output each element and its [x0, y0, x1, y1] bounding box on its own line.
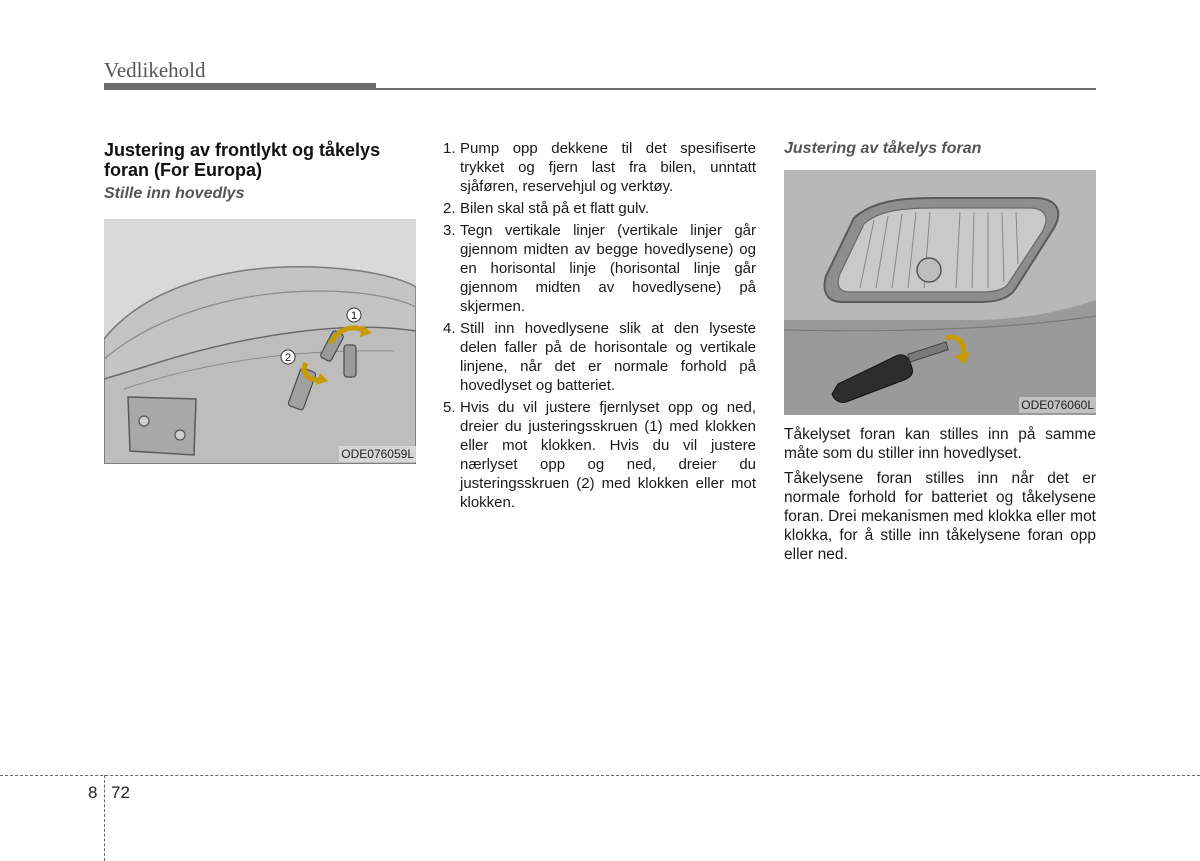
section-subtitle: Stille inn hovedlys [104, 185, 245, 202]
figure-code: ODE076059L [341, 447, 414, 461]
column-middle [443, 139, 756, 515]
step-text: Bilen skal stå på et flatt gulv. [460, 200, 649, 217]
foglight-paragraph-2: Tåkelysene foran stilles inn når det er normale forhold for batteriet og tåkelysene foran. Drei mekanismen med klokka eller mot klokka, for å stille inn tåkelysene foran opp eller ned. [784, 470, 1096, 563]
callout-2: 2 [284, 352, 292, 364]
headlamp-illustration [104, 219, 416, 464]
foglight-drawing [784, 170, 1096, 415]
step-text: Hvis du vil justere fjernlyset opp og ned, dreier du justeringsskruen (1) med klokken eller mot klokken. Hvis du vil justere nærlyset opp og ned, dreier du justeringsskruen (2) med klokken eller mot klokken. [460, 399, 756, 511]
step-number: 4. [443, 320, 456, 337]
header-rule-thin [376, 88, 1096, 90]
column-left [104, 140, 416, 464]
foglight-paragraph-1: Tåkelyset foran kan stilles inn på samme måte som du stiller inn hovedlyset. [784, 426, 1096, 462]
section-title: Justering av frontlykt og tåkelys foran (For Europa) [104, 140, 381, 180]
step-number: 2. [443, 200, 456, 217]
step-number: 1. [443, 140, 456, 157]
chapter-number: 8 [88, 783, 98, 802]
list-item [443, 319, 756, 395]
list-item [443, 398, 756, 512]
headlamp-drawing [104, 219, 416, 464]
step-text: Pump opp dekkene til det spesifiserte trykket og fjern last fra bilen, unntatt sjåføren, reservehjul og verktøy. [460, 140, 756, 195]
foglight-figure-code: ODE076060L [1021, 398, 1094, 412]
foglight-subtitle: Justering av tåkelys foran [784, 140, 982, 157]
foglight-illustration [784, 170, 1096, 415]
list-item [443, 139, 756, 196]
step-number: 3. [443, 222, 456, 239]
list-item [443, 221, 756, 316]
step-text: Tegn vertikale linjer (vertikale linjer går gjennom midten av begge hovedlysene) og en horisontal linje (horisontal linje går gjennom midten av hovedlysene) på skjermen. [460, 222, 756, 315]
page-number: 72 [111, 783, 130, 802]
column-right [784, 139, 1096, 564]
header-rule-thick [104, 83, 376, 90]
step-text: Still inn hovedlysene slik at den lyseste delen faller på de horisontale og vertikale linjene, når det er normale forhold på hovedlyset og batteriet. [460, 320, 756, 394]
footer-vertical-rule [104, 775, 105, 861]
steps-list [443, 139, 756, 512]
step-number: 5. [443, 399, 456, 416]
header-title: Vedlikehold [104, 58, 206, 82]
list-item [443, 199, 756, 218]
callout-1: 1 [350, 310, 358, 322]
footer-rule [0, 775, 1200, 776]
